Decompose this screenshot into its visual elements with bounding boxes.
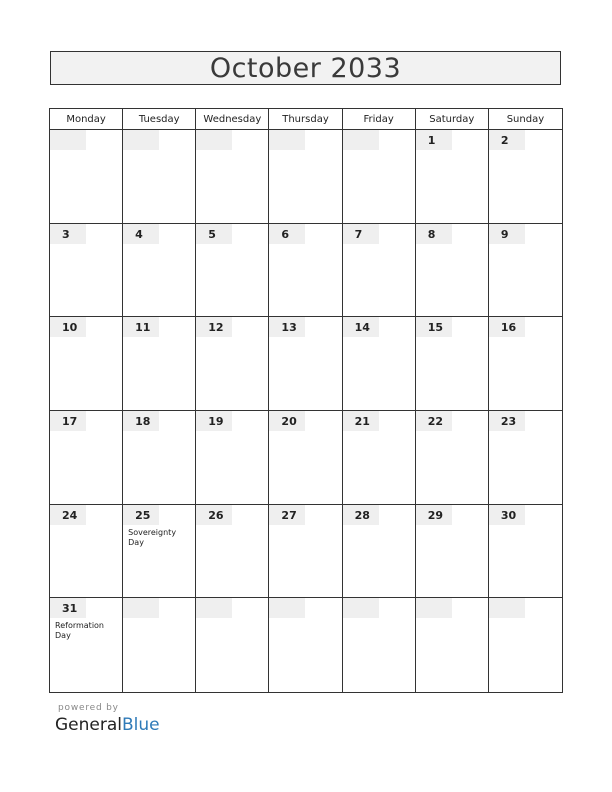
day-cell[interactable] <box>123 505 196 599</box>
day-cell[interactable] <box>50 411 123 505</box>
day-number <box>50 130 86 150</box>
day-cell[interactable] <box>50 224 123 318</box>
day-number: 12 <box>196 317 232 337</box>
weekday-header-wednesday: Wednesday <box>196 109 269 130</box>
holiday-label: Sovereignty Day <box>128 527 177 547</box>
day-cell[interactable] <box>269 317 342 411</box>
day-number <box>343 598 379 618</box>
day-cell[interactable] <box>269 411 342 505</box>
brand-general-text: General <box>55 715 122 735</box>
day-number: 22 <box>416 411 452 431</box>
day-number: 26 <box>196 505 232 525</box>
powered-by-text: powered by <box>58 703 119 713</box>
day-cell[interactable] <box>489 505 562 599</box>
day-cell[interactable] <box>269 505 342 599</box>
day-cell[interactable] <box>196 411 269 505</box>
day-cell[interactable] <box>343 598 416 692</box>
day-cell[interactable] <box>269 130 342 224</box>
day-number: 24 <box>50 505 86 525</box>
day-cell[interactable] <box>196 598 269 692</box>
day-cell[interactable] <box>343 130 416 224</box>
weekday-header-sunday: Sunday <box>489 109 562 130</box>
day-cell[interactable] <box>416 505 489 599</box>
day-cell[interactable] <box>416 598 489 692</box>
holiday-label: Reformation Day <box>55 621 104 641</box>
day-cell[interactable] <box>489 317 562 411</box>
day-cell[interactable] <box>50 317 123 411</box>
day-cell[interactable] <box>343 505 416 599</box>
day-number: 14 <box>343 317 379 337</box>
day-cell[interactable] <box>343 411 416 505</box>
day-number <box>489 598 525 618</box>
day-number: 29 <box>416 505 452 525</box>
day-number: 31 <box>50 598 86 618</box>
day-number: 30 <box>489 505 525 525</box>
day-number <box>269 598 305 618</box>
day-cell[interactable] <box>196 224 269 318</box>
day-number <box>123 130 159 150</box>
day-cell[interactable] <box>416 411 489 505</box>
day-cell[interactable] <box>123 598 196 692</box>
day-number: 18 <box>123 411 159 431</box>
day-number: 4 <box>123 224 159 244</box>
day-number <box>269 130 305 150</box>
weekday-header-tuesday: Tuesday <box>123 109 196 130</box>
day-number: 9 <box>489 224 525 244</box>
day-number <box>343 130 379 150</box>
day-number: 25 <box>123 505 159 525</box>
day-number <box>416 598 452 618</box>
day-number: 5 <box>196 224 232 244</box>
weekday-header-monday: Monday <box>50 109 123 130</box>
day-number: 7 <box>343 224 379 244</box>
day-number <box>123 598 159 618</box>
day-cell[interactable] <box>416 130 489 224</box>
day-number: 3 <box>50 224 86 244</box>
day-number: 2 <box>489 130 525 150</box>
day-cell[interactable] <box>50 505 123 599</box>
day-number: 1 <box>416 130 452 150</box>
day-number <box>196 130 232 150</box>
day-number: 15 <box>416 317 452 337</box>
calendar-grid <box>49 108 563 693</box>
day-cell[interactable] <box>489 224 562 318</box>
day-number: 19 <box>196 411 232 431</box>
day-cell[interactable] <box>416 224 489 318</box>
day-number <box>196 598 232 618</box>
day-cell[interactable] <box>196 505 269 599</box>
day-number: 28 <box>343 505 379 525</box>
generalblue-logo[interactable] <box>55 715 160 735</box>
weekday-header-thursday: Thursday <box>269 109 342 130</box>
day-cell[interactable] <box>489 130 562 224</box>
day-number: 16 <box>489 317 525 337</box>
day-cell[interactable] <box>269 598 342 692</box>
day-cell[interactable] <box>489 411 562 505</box>
day-number: 10 <box>50 317 86 337</box>
day-cell[interactable] <box>123 130 196 224</box>
day-number: 13 <box>269 317 305 337</box>
day-number: 21 <box>343 411 379 431</box>
day-cell[interactable] <box>489 598 562 692</box>
day-number: 27 <box>269 505 305 525</box>
day-number: 11 <box>123 317 159 337</box>
day-cell[interactable] <box>343 224 416 318</box>
day-number: 20 <box>269 411 305 431</box>
day-cell[interactable] <box>269 224 342 318</box>
day-cell[interactable] <box>123 224 196 318</box>
day-cell[interactable] <box>196 130 269 224</box>
day-number: 6 <box>269 224 305 244</box>
day-cell[interactable] <box>50 598 123 692</box>
brand-blue-text: Blue <box>122 715 160 735</box>
day-cell[interactable] <box>50 130 123 224</box>
day-cell[interactable] <box>196 317 269 411</box>
day-cell[interactable] <box>123 317 196 411</box>
weekday-header-friday: Friday <box>343 109 416 130</box>
day-number: 17 <box>50 411 86 431</box>
day-cell[interactable] <box>343 317 416 411</box>
day-cell[interactable] <box>123 411 196 505</box>
calendar-title: October 2033 <box>50 51 561 85</box>
day-cell[interactable] <box>416 317 489 411</box>
day-number: 8 <box>416 224 452 244</box>
weekday-header-saturday: Saturday <box>416 109 489 130</box>
day-number: 23 <box>489 411 525 431</box>
